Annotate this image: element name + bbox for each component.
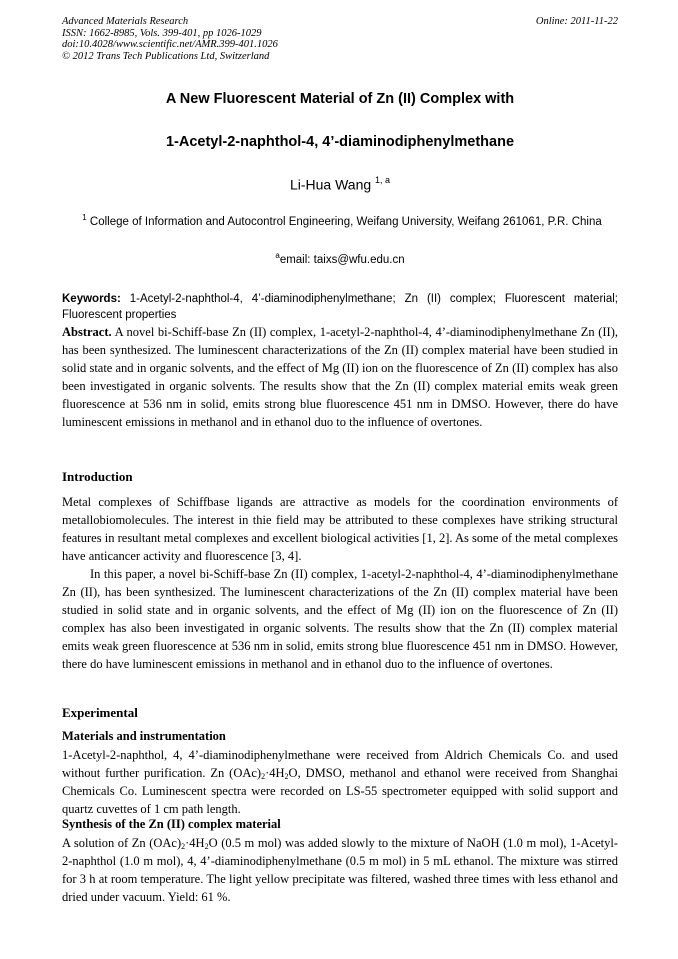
abstract <box>62 323 618 432</box>
keywords-label: Keywords: <box>62 293 121 305</box>
materials-text-b: ·4H <box>265 766 285 781</box>
synthesis-subscript-1: 2 <box>181 842 186 851</box>
materials-text-a: 1-Acetyl-2-naphthol, 4, 4’-diaminodiphenylmethane were received from Aldrich Chemicals Co. and used without further purification. Zn (OAc) <box>62 748 618 781</box>
paper-title-line-2: 1-Acetyl-2-naphthol-4, 4’-diaminodiphenylmethane <box>165 134 515 150</box>
email-superscript: a <box>275 251 280 260</box>
keywords-text: 1-Acetyl-2-naphthol-4, 4’-diaminodiphenylmethane; Zn (II) complex; Fluorescent material; Fluorescent properties <box>62 293 618 321</box>
synthesis-paragraph <box>62 834 618 906</box>
journal-header <box>62 16 618 62</box>
journal-name: Advanced Materials Research <box>62 16 189 27</box>
journal-copyright: © 2012 Trans Tech Publications Ltd, Switzerland <box>62 50 270 62</box>
introduction-heading: Introduction <box>62 469 133 484</box>
synthesis-text-a: A solution of Zn (OAc) <box>62 836 182 850</box>
materials-heading: Materials and instrumentation <box>62 729 226 743</box>
journal-issn: ISSN: 1662-8985, Vols. 399-401, pp 1026-1029 <box>62 27 262 39</box>
synthesis-text-b: ·4H <box>185 836 205 850</box>
abstract-text: A novel bi-Schiff-base Zn (II) complex, 1-acetyl-2-naphthol-4, 4’-diaminodiphenylmethane Zn (II), has been synthesized. The luminescent characterizations of the Zn (II) complex material have been studied in solid state and in organic solvents, and the effect of Mg (II) ion on the fluorescence of Zn (II) complex has also been investigated in organic solvents. The results show that the Zn (II) complex material emits weak green fluorescence at 536 nm in solid, emits strong blue fluorescence 451 nm in DMSO. However, there do have luminescent emissions in methanol and in ethanol duo to the influence of overtones. <box>62 325 618 430</box>
materials-text-c: O, DMSO, methanol and ethanol were received from Shanghai Chemicals Co. Luminescent spectra were recorded on LS-55 spectrometer equipped with solid support and quartz cuvettes of 1 cm path length. <box>62 766 618 817</box>
paper-title-line-1: A New Fluorescent Material of Zn (II) Complex with <box>165 91 515 107</box>
materials-paragraph <box>62 746 618 818</box>
abstract-label: Abstract. <box>62 325 112 339</box>
introduction-paragraph-2: In this paper, a novel bi-Schiff-base Zn (II) complex, 1-acetyl-2-naphthol-4, 4’-diaminodiphenylmethane Zn (II), has been synthesized. The luminescent characterizations of the Zn (II) complex material have been studied in solid state and in organic solvents, and the effect of Mg (II) ion on the fluorescence of Zn (II) complex has also been investigated in organic solvents. The results show that the Zn (II) complex material emits weak green fluorescence at 536 nm in solid, emits strong blue fluorescence 451 nm in DMSO. However, there do have luminescent emissions in methanol and in ethanol duo to the influence of overtones. <box>62 567 618 672</box>
journal-doi: doi:10.4028/www.scientific.net/AMR.399-401.1026 <box>62 39 278 50</box>
introduction-paragraph-1: Metal complexes of Schiffbase ligands are attractive as models for the coordination environments of metallobiomolecules. The interest in thie field may be attributed to these complexes have striking structural features in resultant metal complexes and excellent biological activities [1, 2]. As some of the metal complexes have anticancer activity and fluorescence [3, 4]. <box>62 495 618 564</box>
synthesis-heading: Synthesis of the Zn (II) complex material <box>62 817 281 831</box>
synthesis-text-c: O (0.5 m mol) was added slowly to the mixture of NaOH (1.0 m mol), 1-Acetyl-2-naphthol (1.0 m mol), 4, 4’-diaminodiphenylmethane (0.5 m mol) in 5 mL ethanol. The mixture was stirred for 3 h at room temperature. The light yellow precipitate was filtered, washed three times with less ethanol and dried under vacuum. Yield: 61 %. <box>62 836 618 905</box>
author-name: Li-Hua Wang <box>289 176 372 193</box>
author <box>62 176 618 193</box>
author-superscript: 1, a <box>375 175 391 185</box>
affiliation <box>72 208 612 232</box>
email-text: email: taixs@wfu.edu.cn <box>279 253 405 266</box>
online-date: Online: 2011-11-22 <box>535 16 618 27</box>
email <box>62 251 618 266</box>
experimental-heading: Experimental <box>62 705 138 720</box>
materials-subscript-2: 2 <box>284 772 289 782</box>
keywords <box>62 291 618 323</box>
affiliation-superscript: 1 <box>82 213 87 222</box>
materials-subscript-1: 2 <box>261 772 266 782</box>
affiliation-text: College of Information and Autocontrol Engineering, Weifang University, Weifang 261061, P.R. China <box>89 215 602 228</box>
synthesis-subscript-2: 2 <box>204 842 209 851</box>
